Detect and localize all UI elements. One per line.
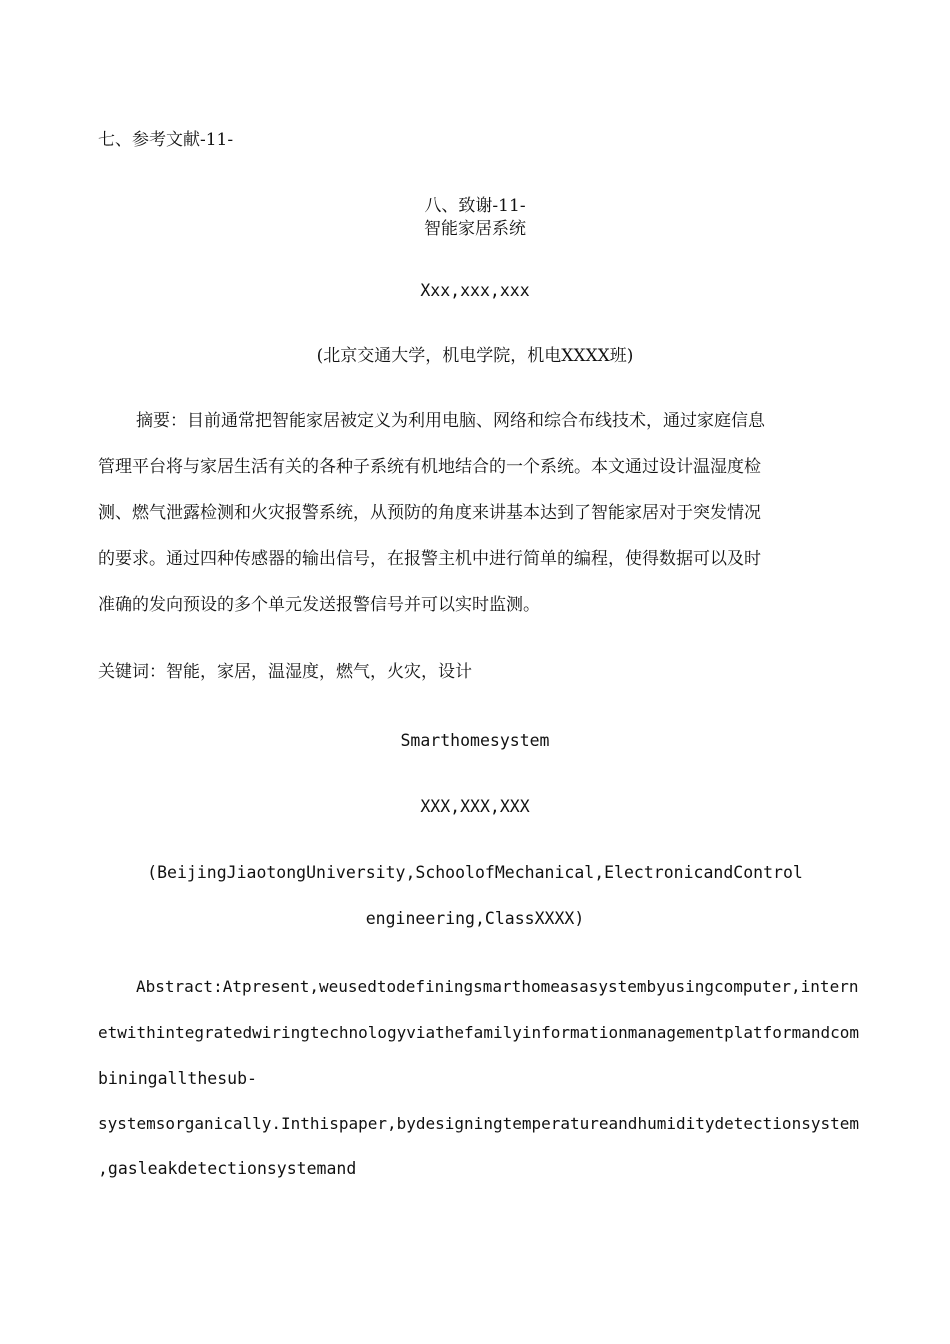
en-affiliation-line-2: engineering,ClassXXXX) bbox=[365, 909, 585, 928]
cn-abstract-line-5: 准确的发向预设的多个单元发送报警信号并可以实时监测。 bbox=[98, 595, 540, 615]
en-abstract-line-4: systemsorganically.Inthispaper,bydesigningtemperatureandhumiditydetectionsystem bbox=[98, 1114, 859, 1133]
cn-authors: Xxx,xxx,xxx bbox=[420, 281, 530, 300]
en-abstract-line-2: etwithintegratedwiringtechnologyviathefamilyinformationmanagementplatformandcom bbox=[98, 1023, 859, 1042]
en-abstract-line-3: biningallthesub- bbox=[98, 1069, 257, 1088]
cn-affiliation: (北京交通大学，机电学院，机电XXXX班) bbox=[316, 346, 634, 366]
en-abstract-line-5: ,gasleakdetectionsystemand bbox=[98, 1159, 357, 1178]
cn-abstract-line-2: 管理平台将与家居生活有关的各种子系统有机地结合的一个系统。本文通过设计温湿度检 bbox=[98, 457, 761, 477]
cn-abstract-line-4: 的要求。通过四种传感器的输出信号，在报警主机中进行简单的编程，使得数据可以及时 bbox=[98, 549, 761, 569]
cn-abstract-line-3: 测、燃气泄露检测和火灾报警系统，从预防的角度来讲基本达到了智能家居对于突发情况 bbox=[98, 503, 761, 523]
cn-paper-title: 智能家居系统 bbox=[424, 219, 526, 239]
toc-item-references: 七、参考文献-11- bbox=[98, 130, 234, 150]
toc-item-acknowledgements: 八、致谢-11- bbox=[424, 196, 526, 216]
en-affiliation-line-1: (BeijingJiaotongUniversity,SchoolofMechanical,ElectronicandControl bbox=[147, 863, 803, 882]
en-authors: XXX,XXX,XXX bbox=[420, 797, 530, 816]
cn-keywords: 关键词：智能，家居，温湿度，燃气，火灾，设计 bbox=[98, 662, 472, 682]
en-abstract-line-1: Abstract:Atpresent,weusedtodefiningsmarthomeasasystembyusingcomputer,intern bbox=[136, 977, 859, 996]
en-paper-title: Smarthomesystem bbox=[400, 731, 550, 750]
cn-abstract-line-1: 摘要：目前通常把智能家居被定义为利用电脑、网络和综合布线技术，通过家庭信息 bbox=[136, 411, 765, 431]
